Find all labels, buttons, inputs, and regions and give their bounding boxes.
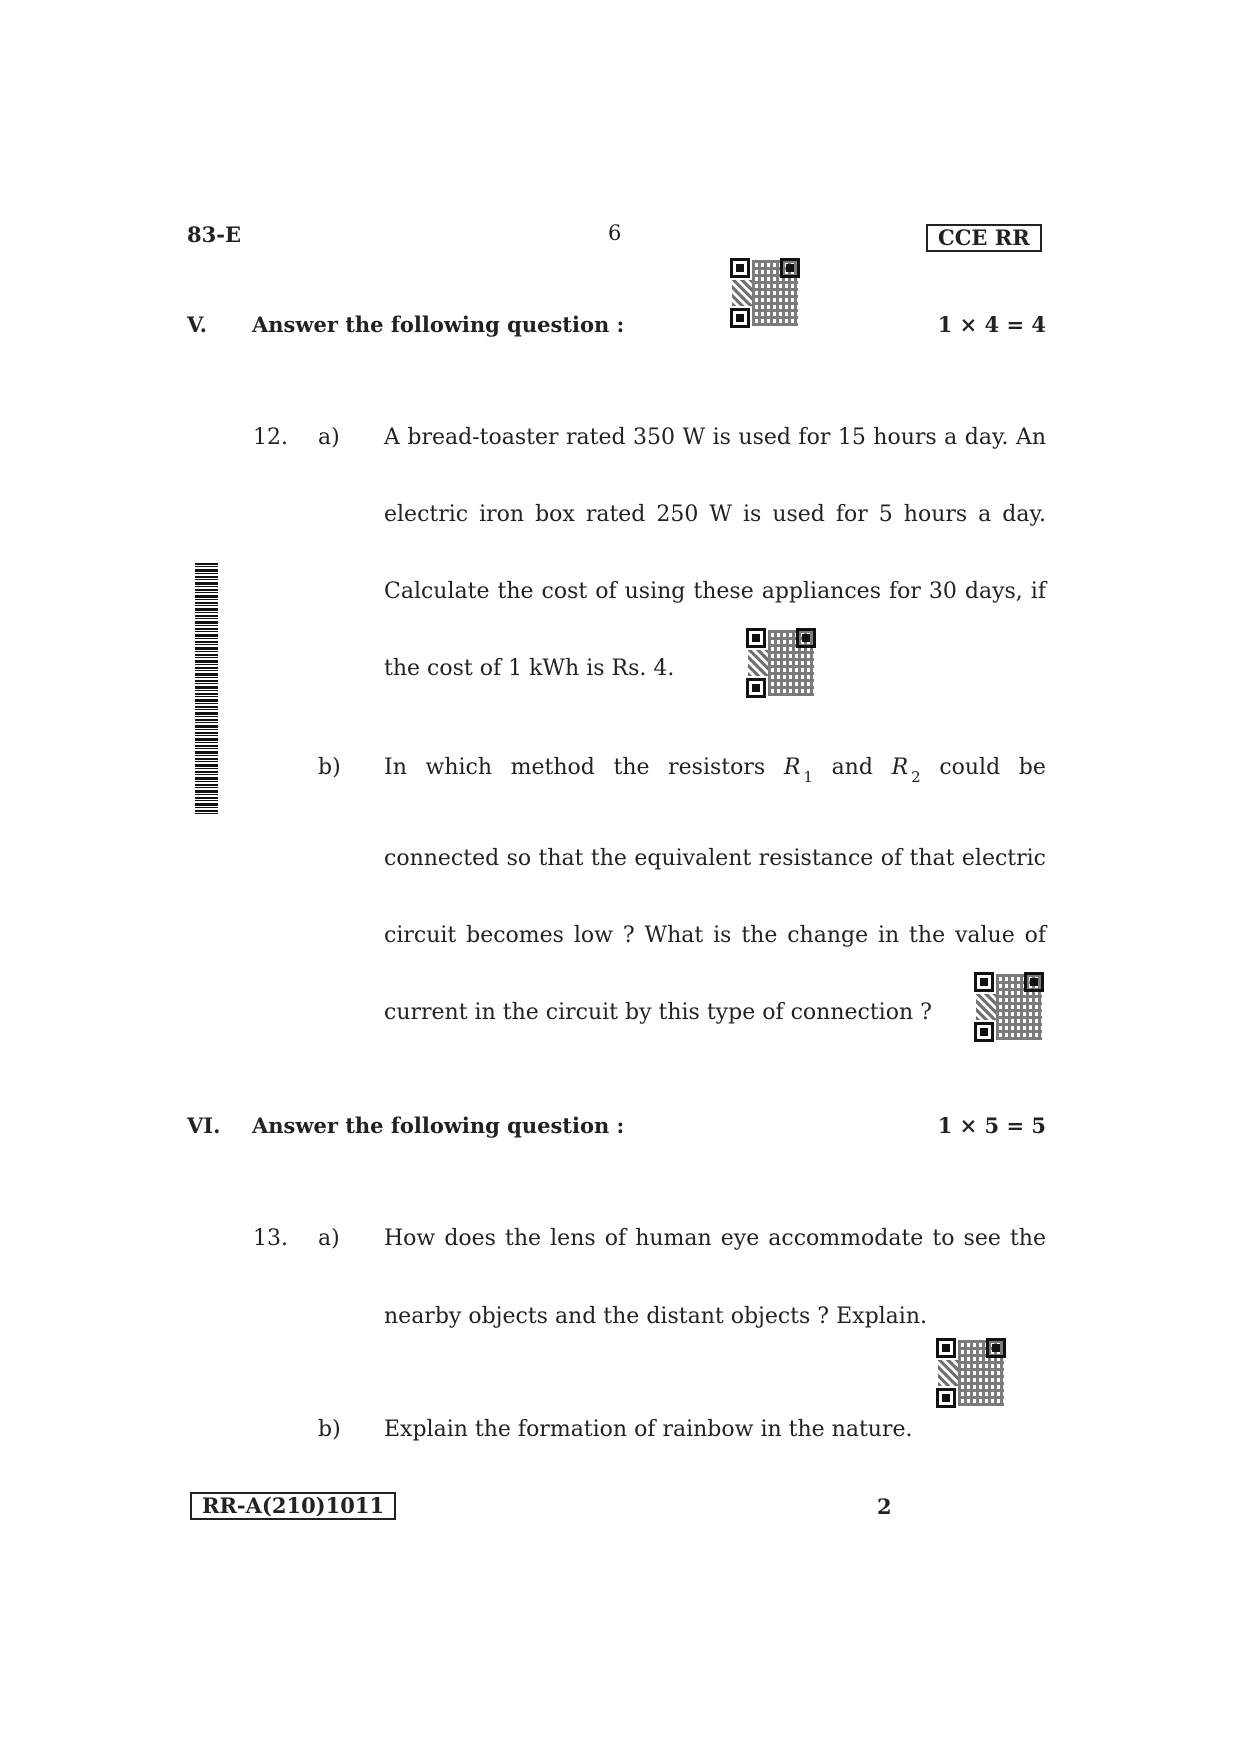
question-text-line: electric iron box rated 250 W is used for 5 hours a day. <box>384 502 1046 527</box>
qr-code-icon <box>936 1338 1006 1408</box>
question-part-label: a) <box>318 1226 340 1251</box>
question-text-line: A bread-toaster rated 350 W is used for 15 hours a day. An <box>384 425 1046 450</box>
section-title: Answer the following question : <box>252 1113 625 1138</box>
word: In <box>384 755 407 780</box>
section-title: Answer the following question : <box>252 312 625 337</box>
word: be <box>1018 755 1046 780</box>
question-text-line: How does the lens of human eye accommodate to see the <box>384 1226 1046 1251</box>
question-text-line: current in the circuit by this type of connection ? <box>384 1000 932 1025</box>
series-badge: CCE RR <box>926 224 1042 252</box>
paper-code: 83-E <box>187 222 241 247</box>
question-number: 13. <box>253 1226 288 1251</box>
question-text-line: circuit becomes low ? What is the change in the value of <box>384 923 1046 948</box>
footer-number: 2 <box>877 1494 892 1519</box>
section-number: VI. <box>187 1113 221 1138</box>
word: and <box>831 755 873 780</box>
section-marks: 1 × 5 = 5 <box>937 1113 1046 1138</box>
question-text-line: the cost of 1 kWh is Rs. 4. <box>384 656 675 681</box>
question-text-line <box>384 755 1046 786</box>
word: could <box>939 755 1001 780</box>
question-part-label: b) <box>318 1417 341 1442</box>
question-part-label: a) <box>318 425 340 450</box>
word: method <box>510 755 595 780</box>
resistor-r1: R $_1$ <box>783 755 813 786</box>
resistor-r2: R $_2$ <box>891 755 921 786</box>
footer-paper-code: RR-A(210)1011 <box>190 1492 396 1520</box>
qr-code-icon <box>974 972 1044 1042</box>
qr-code-icon <box>730 258 800 328</box>
qr-code-icon <box>746 628 816 698</box>
word: resistors <box>668 755 766 780</box>
question-text-line: Explain the formation of rainbow in the nature. <box>384 1417 913 1442</box>
question-text-line: connected so that the equivalent resistance of that electric <box>384 846 1046 871</box>
section-marks: 1 × 4 = 4 <box>937 312 1046 337</box>
question-number: 12. <box>253 425 288 450</box>
word: the <box>613 755 650 780</box>
barcode-icon <box>195 563 218 815</box>
page-number: 6 <box>608 221 622 245</box>
question-text-line: nearby objects and the distant objects ? Explain. <box>384 1304 927 1329</box>
word: which <box>425 755 493 780</box>
question-text-line: Calculate the cost of using these appliances for 30 days, if <box>384 579 1046 604</box>
question-part-label: b) <box>318 755 341 780</box>
section-number: V. <box>187 312 207 337</box>
